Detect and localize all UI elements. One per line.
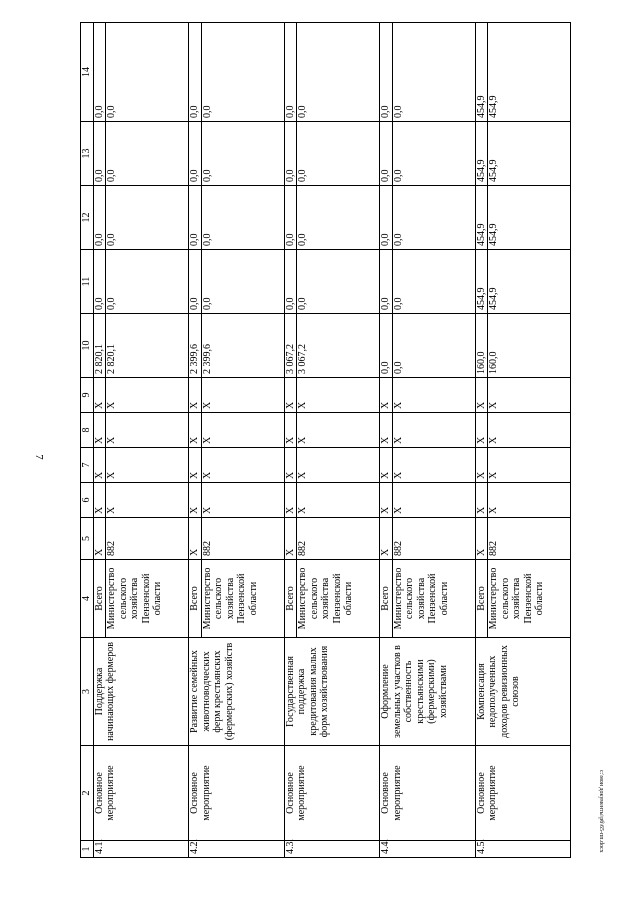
event-type: Основное мероприятие [93,746,189,841]
cell-col-14: 0,0 [106,23,189,122]
cell-col-9: X [106,378,189,413]
row-id: 4.4. [380,841,476,858]
group-total-row [380,23,393,858]
column-number-header: 8 [81,413,94,448]
cell-col-13: 0,0 [189,122,202,186]
event-title: Компенсация недополученных доходов ревизионных союзов [475,638,571,746]
cell-col-13: 0,0 [106,122,189,186]
footer-file-path-text: c:\мои документы\рб\65-пп.docx [598,770,604,853]
cell-col-6: X [284,483,297,518]
cell-col-11: 454,9 [488,250,571,314]
column-number-header: 5 [81,518,94,560]
cell-col-11: 0,0 [392,250,475,314]
cell-col-9: X [488,378,571,413]
cell-col-7: X [93,448,106,483]
cell-col-14: 0,0 [189,23,202,122]
cell-col-8: X [284,413,297,448]
column-number-header: 11 [81,250,94,314]
cell-col-7: X [392,448,475,483]
row-id: 4.5. [475,841,571,858]
cell-col-5: 882 [201,518,284,560]
cell-col-14: 0,0 [392,23,475,122]
column-number-header: 14 [81,23,94,122]
event-type: Основное мероприятие [380,746,476,841]
column-number-header: 13 [81,122,94,186]
event-title: Государственная поддержка кредитования малых форм хозяйствования [284,638,380,746]
cell-col-10: 0,0 [392,314,475,378]
total-label: Всего [475,560,488,638]
cell-col-8: X [392,413,475,448]
rotated-table-container [80,23,545,858]
cell-col-10: 2 399,6 [189,314,202,378]
column-number-header: 6 [81,483,94,518]
cell-col-8: X [189,413,202,448]
cell-col-6: X [392,483,475,518]
cell-col-11: 0,0 [93,250,106,314]
event-type: Основное мероприятие [475,746,571,841]
ministry-label: Министерство сельского хозяйства Пензенской области [297,560,380,638]
cell-col-12: 0,0 [380,186,393,250]
row-id: 4.2. [189,841,285,858]
cell-col-8: X [380,413,393,448]
cell-col-6: X [106,483,189,518]
cell-col-6: X [475,483,488,518]
cell-col-7: X [297,448,380,483]
event-type: Основное мероприятие [189,746,285,841]
cell-col-10: 2 399,6 [201,314,284,378]
cell-col-5: 882 [488,518,571,560]
cell-col-5: 882 [297,518,380,560]
cell-col-12: 454,9 [475,186,488,250]
cell-col-11: 454,9 [475,250,488,314]
cell-col-12: 454,9 [488,186,571,250]
total-label: Всего [380,560,393,638]
cell-col-10: 160,0 [475,314,488,378]
cell-col-13: 0,0 [380,122,393,186]
cell-col-9: X [475,378,488,413]
cell-col-8: X [475,413,488,448]
cell-col-7: X [475,448,488,483]
cell-col-13: 454,9 [488,122,571,186]
cell-col-11: 0,0 [297,250,380,314]
cell-col-10: 3 067,2 [284,314,297,378]
cell-col-6: X [380,483,393,518]
cell-col-13: 0,0 [201,122,284,186]
cell-col-6: X [93,483,106,518]
cell-col-14: 0,0 [380,23,393,122]
cell-col-7: X [189,448,202,483]
ministry-label: Министерство сельского хозяйства Пензенской области [201,560,284,638]
cell-col-5: X [189,518,202,560]
cell-col-7: X [284,448,297,483]
cell-col-9: X [93,378,106,413]
column-number-header: 12 [81,186,94,250]
cell-col-12: 0,0 [284,186,297,250]
total-label: Всего [189,560,202,638]
cell-col-6: X [297,483,380,518]
ministry-label: Министерство сельского хозяйства Пензенской области [488,560,571,638]
cell-col-10: 3 067,2 [297,314,380,378]
column-number-header: 4 [81,560,94,638]
header-row [81,23,94,858]
cell-col-12: 0,0 [392,186,475,250]
cell-col-13: 0,0 [284,122,297,186]
cell-col-9: X [201,378,284,413]
cell-col-13: 454,9 [475,122,488,186]
cell-col-14: 0,0 [297,23,380,122]
group-total-row [284,23,297,858]
cell-col-10: 0,0 [380,314,393,378]
cell-col-5: X [93,518,106,560]
column-number-header: 1 [81,841,94,858]
cell-col-12: 0,0 [106,186,189,250]
cell-col-7: X [106,448,189,483]
event-title: Развитие семейных животноводческих ферм крестьянских (фермерских) хозяйств [189,638,285,746]
column-number-header: 10 [81,314,94,378]
footer-file-path [594,770,606,890]
event-title: Оформление земельных участков в собственность крестьянскими (фермерскими) хозяйствами [380,638,476,746]
cell-col-14: 0,0 [93,23,106,122]
cell-col-12: 0,0 [189,186,202,250]
cell-col-8: X [93,413,106,448]
cell-col-10: 2 820,1 [106,314,189,378]
cell-col-11: 0,0 [284,250,297,314]
row-id: 4.3. [284,841,380,858]
cell-col-9: X [297,378,380,413]
cell-col-12: 0,0 [201,186,284,250]
page-number: 7 [32,454,45,460]
cell-col-8: X [297,413,380,448]
cell-col-5: 882 [106,518,189,560]
ministry-label: Министерство сельского хозяйства Пензенской области [106,560,189,638]
cell-col-12: 0,0 [93,186,106,250]
column-number-header: 3 [81,638,94,746]
cell-col-14: 0,0 [201,23,284,122]
cell-col-5: 882 [392,518,475,560]
cell-col-11: 0,0 [189,250,202,314]
cell-col-7: X [380,448,393,483]
cell-col-13: 0,0 [392,122,475,186]
event-type: Основное мероприятие [284,746,380,841]
cell-col-10: 2 820,1 [93,314,106,378]
cell-col-6: X [488,483,571,518]
total-label: Всего [93,560,106,638]
cell-col-9: X [284,378,297,413]
cell-col-9: X [392,378,475,413]
cell-col-5: X [380,518,393,560]
cell-col-11: 0,0 [380,250,393,314]
ministry-label: Министерство сельского хозяйства Пензенской области [392,560,475,638]
row-id: 4.1. [93,841,189,858]
event-title: Поддержка начинающих фермеров [93,638,189,746]
cell-col-9: X [189,378,202,413]
group-total-row [475,23,488,858]
cell-col-8: X [201,413,284,448]
cell-col-9: X [380,378,393,413]
cell-col-6: X [201,483,284,518]
column-number-header: 9 [81,378,94,413]
cell-col-12: 0,0 [297,186,380,250]
group-total-row [189,23,202,858]
cell-col-14: 0,0 [284,23,297,122]
cell-col-7: X [201,448,284,483]
cell-col-13: 0,0 [297,122,380,186]
cell-col-8: X [488,413,571,448]
program-table [80,22,571,858]
cell-col-13: 0,0 [93,122,106,186]
cell-col-14: 454,9 [488,23,571,122]
cell-col-11: 0,0 [106,250,189,314]
cell-col-11: 0,0 [201,250,284,314]
column-number-header: 7 [81,448,94,483]
cell-col-10: 160,0 [488,314,571,378]
cell-col-5: X [284,518,297,560]
column-number-header: 2 [81,746,94,841]
group-total-row [93,23,106,858]
cell-col-8: X [106,413,189,448]
cell-col-14: 454,9 [475,23,488,122]
cell-col-6: X [189,483,202,518]
total-label: Всего [284,560,297,638]
cell-col-7: X [488,448,571,483]
cell-col-5: X [475,518,488,560]
